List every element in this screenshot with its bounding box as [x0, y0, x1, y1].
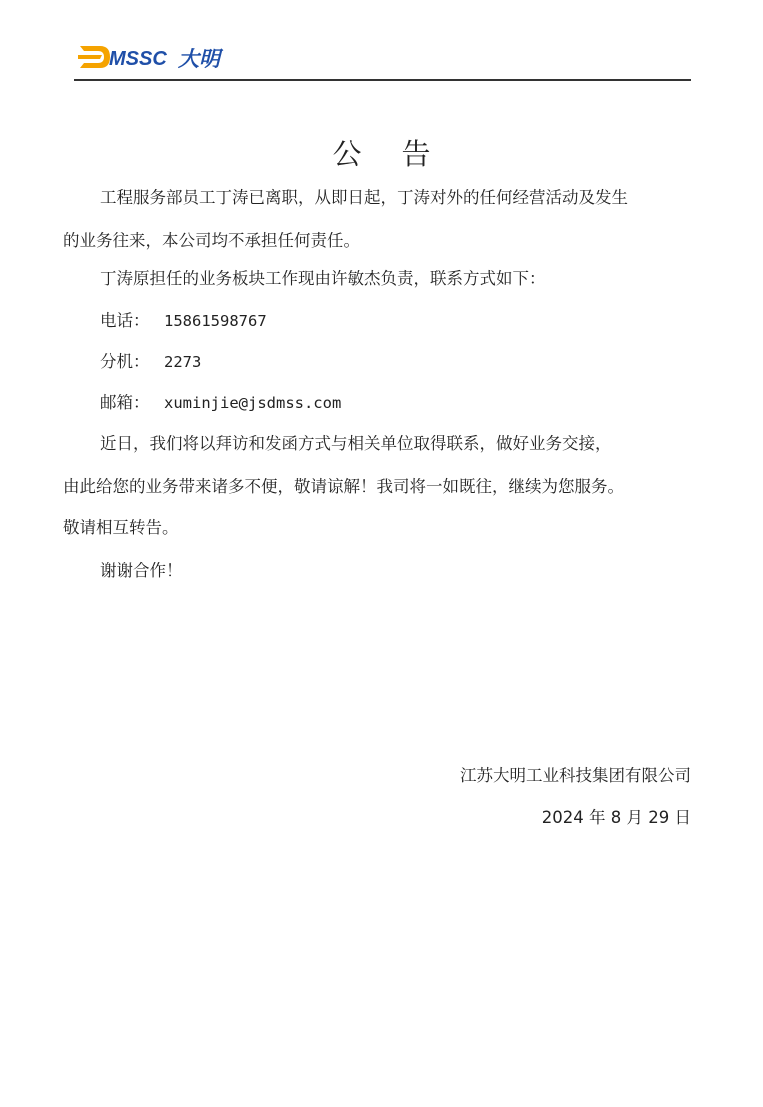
contact-extension-label: 分机：: [100, 352, 150, 371]
contact-extension-value: 2273: [164, 353, 202, 371]
paragraph-3-line-2: 由此给您的业务带来诸多不便，敬请谅解！我司将一如既往，继续为您服务。: [63, 477, 624, 496]
paragraph-1-line-2: 的业务往来，本公司均不承担任何责任。: [63, 231, 360, 250]
contact-phone-value: 15861598767: [164, 312, 267, 330]
contact-email-value: xuminjie@jsdmss.com: [164, 394, 342, 412]
contact-phone: [100, 310, 267, 332]
svg-text:MSSC: MSSC: [109, 48, 167, 70]
signature-date: 2024 年 8 月 29 日: [541, 808, 691, 827]
svg-text:大明: 大明: [178, 47, 220, 71]
header-rule: [74, 79, 691, 81]
contact-email: [100, 392, 341, 414]
thanks-line: 谢谢合作！: [100, 561, 183, 580]
paragraph-2: 丁涛原担任的业务板块工作现由许敏杰负责，联系方式如下：: [100, 269, 546, 288]
contact-phone-label: 电话：: [100, 311, 150, 330]
signature-company: 江苏大明工业科技集团有限公司: [460, 766, 691, 785]
paragraph-1-line-1: 工程服务部员工丁涛已离职，从即日起，丁涛对外的任何经营活动及发生: [100, 188, 628, 207]
paragraph-3-line-3: 敬请相互转告。: [63, 518, 179, 537]
contact-email-label: 邮箱：: [100, 393, 150, 412]
paragraph-3-line-1: 近日，我们将以拜访和发函方式与相关单位取得联系，做好业务交接，: [100, 434, 612, 453]
notice-title: 公告: [332, 137, 471, 171]
contact-extension: [100, 351, 201, 373]
dmssc-logo: [78, 42, 238, 72]
